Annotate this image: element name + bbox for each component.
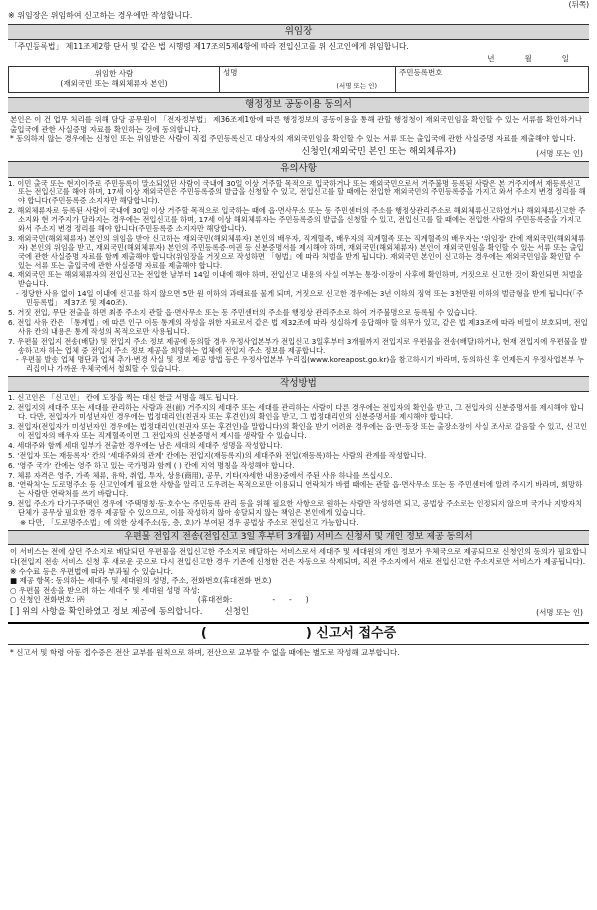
howto-item: 3. 전입자(전입자가 미성년자인 경우에는 법정대리인(친권자 또는 후견인)을 말합니다)의 확인을 받기 어려운 경우에는 읍·면·동장 또는 출장소장이 사실 조사로 갈음할 수 있고, 신고인이 전입자의 배우자 또는 직계혈족이면 그 전입자의 신분증명서 제시를 생략할 수 있습니다. (8, 422, 588, 440)
caution-item: 7. 우편물 전입지 전송(배달) 및 전입지 주소 정보 제공에 동의할 경우 우정사업본부가 전입신고 3일후부터 3개월까지 전입지로 우편물을 전송(배달)하거나, 현재 전입지에 우편물을 발송하고자 하는 업체 중 전입지 주소 정보 제공을 희망하는 업체에 전입지 주소 정보를 제공합니다. (8, 336, 588, 355)
delegator-id-cell[interactable] (396, 67, 588, 92)
cautions-header: 유의사항 (8, 161, 589, 177)
mail-agree-checkbox[interactable]: [ ] 위의 사항을 확인하였고 정보 제공에 동의합니다. (10, 606, 203, 617)
mail-fee: ※ 수수료 등은 우편법에 따라 부과될 수 있습니다. (10, 566, 174, 576)
id-label: 주민등록번호 (399, 67, 443, 77)
caution-subitem: - 우편물 발송 업체 명단과 업체 추가·변경 사실 및 정보 제공 방법 등은 우정사업본부 누리집(www.koreapost.go.kr)을 참고하시기 바라며, 동의하신 후 언제든지 우정사업본부 누리집이나 가까운 우체국에서 철회할 수 있습니다. (16, 355, 585, 374)
mail-phone-row: ○ 신청인 전화번호: ㈜ -- (휴대전화: --) (10, 595, 323, 605)
mail-receive[interactable]: ○ 우편물 전송을 받으려 하는 세대주 및 세대원 성명 작성: (10, 585, 200, 595)
howto-item: 7. 체류 자격은 영주, 가족 체류, 유학, 취업, 투자, 상용(商用), 공무, 기타(자세한 내용)중에서 주된 사유 하나를 쓰십시오. (8, 470, 393, 480)
howto-item: 5. '전입자 또는 재등록자' 칸의 '세대주와의 관계' 칸에는 전입지(재등록지)의 세대주와 전입(재등록)하는 사람의 관계를 작성합니다. (8, 450, 427, 460)
caution-item: 1. 이민 출국 또는 현지이주로 주민등록이 말소되었던 사람이 국내에 30일 이상 거주할 목적으로 입국하거나 또는 재외국민으로서 거주불명 등록된 사람은 본 거주지에서 재등록신고 또는 전입신고를 해야 하며, 17세 이상 재외국민은 주민등록증의 발급을 신청할 수 있고, 전입신고를 할 때에는 전입한 재외국민의 주민등록증을 가지고 와서 주소지 변경 정리를 해야 합니다(주민등록증 소지자만 해당합니다). (8, 178, 586, 206)
mail-text: 이 서비스는 전에 살던 주소지로 배달되던 우편물을 전입신고한 주소지로 배달하는 서비스로서 세대주 및 세대원의 개인 정보가 우체국으로 제공되므로 신청인의 동의가 필요합니다(전입지 전송 서비스 신청 후 새로운 곳으로 다시 전입신고한 경우 기존에 신청한 건은 자동으로 삭제되며, 직전 주소지에서 새로 전입신고한 주소지로만 서비스가 제공됩니다). (10, 547, 587, 566)
receipt-header-title: ) 신고서 접수증 (305, 625, 397, 641)
howto-list (8, 394, 589, 527)
caution-item: 6. 전입 사유 칸은 「통계법」에 따른 인구 이동 통계의 작성을 위한 자료로서 같은 법 제32조에 따라 성실하게 응답해야 할 의무가 있고, 같은 법 제33조에 따라 비밀이 보호되며, 전입 사유 칸의 내용은 통계 작성의 목적으로만 사용됩니다. (8, 317, 588, 336)
cautions-list (8, 180, 589, 375)
mail-agree-row (8, 605, 589, 618)
caution-item: 2. 해외체류자로 등록된 사람이 국내에 30일 이상 거주할 목적으로 입국하는 때에 읍·면사무소 또는 동 주민센터의 주소를 행정상관리주소로 해외체류신고하였거나 해외체류신고한 주소지와 현 거주지가 달라지는 경우에는 전입신고를 하며, 17세 이상 해외체류자는 주민등록증의 발급을 신청할 수 있고, 전입신고를 할 때에는 전입한 사람의 주민등록증을 가지고 와서 주소지 변경 정리를 해야 합니다(주민등록증 소지자만 해당합니다). (8, 206, 586, 234)
delegator-label: 위임한 사람 (94, 68, 134, 78)
admin-info-sign-row (8, 147, 589, 159)
caution-subitem: - 정당한 사유 없이 14일 이내에 신고를 하지 않으면 5만 원 이하의 과태료를 물게 되며, 거짓으로 신고한 경우에는 3년 이하의 징역 또는 3천만원 이하의 벌금형을 받게 됩니다(「주민등록법」 제37조 및 제40조). (16, 289, 584, 308)
delegator-name-cell[interactable] (220, 67, 396, 92)
date-month-label: 월 (524, 54, 532, 64)
admin-info-applicant: 신청인(재외국민 본인 또는 해외체류자) (301, 146, 457, 157)
delegation-header: 위임장 (8, 24, 589, 40)
admin-info-header: 행정정보 공동이용 동의서 (8, 97, 589, 113)
caution-item: 5. 거짓 전입, 무단 전출을 하면 최종 주소지 관할 읍·면사무소 또는 동 주민센터의 주소를 행정상 관리주소로 하여 거주불명으로 등록될 수 있습니다. (8, 308, 478, 318)
delegator-sublabel: (재외국민 또는 해외체류자 본인) (60, 78, 168, 88)
date-year-label: 년 (487, 54, 495, 64)
receipt-note: * 신고서 및 학령 아동 접수증은 전산 교부를 원칙으로 하며, 전산으로 교부할 수 없을 때에는 별도로 작성해 교부합니다. (10, 648, 400, 658)
page-flip-note: (뒤쪽) (568, 0, 589, 9)
delegation-date (8, 54, 589, 64)
admin-info-text: 본인은 이 건 업무 처리를 위해 담당 공무원이 「전자정부법」 제36조제1항에 따른 행정정보의 공동이용을 통해 관할 행정청이 재외국민임을 확인할 수 있는 서류를 확인하거나 출입국에 관한 사실증명 자료를 확인하는 것에 동의합니다. (10, 115, 583, 134)
howto-note: ※ 다만, 「도로명주소법」에 의한 상세주소(동, 층, 호)가 부여된 경우 공법상 주소로 전입신고 가능합니다. (20, 518, 359, 527)
howto-item: 1. 신고인은 「신고인」 칸에 도장을 찍는 대신 한글 서명을 해도 됩니다. (8, 393, 239, 403)
receipt-header (8, 622, 589, 646)
date-day-label: 일 (561, 54, 569, 64)
delegator-sign-label: (서명 또는 인) (336, 81, 377, 90)
mail-sign: (서명 또는 인) (536, 608, 583, 618)
receipt-header-open: ( (200, 625, 207, 641)
mail-mobile-label[interactable]: (휴대전화: (197, 595, 233, 605)
howto-item: 9. 전입 주소가 다가구주택인 경우에 '주택명칭·동·호수'는 주민등록 관리 등을 위해 필요한 사항으로 원하는 사람만 작성하면 되고, 공법상 주소로는 인정되지 않으며 국가나 지방자치단체가 공무상 필요한 경우 제공할 수 있으므로, 이를 작성하지 않아 송달되지 않는 책임은 본인에게 있습니다. (8, 499, 583, 518)
howto-item: 4. 세대주와 함께 세대 일부가 전출한 경우에는 남은 세대의 세대주 성명을 작성합니다. (8, 440, 283, 450)
delegation-text: 「주민등록법」 제11조제2항 단서 및 같은 법 시행령 제17조의5제4항에 따라 전입신고를 위 신고인에게 위임합니다. (10, 42, 409, 52)
howto-header: 작성방법 (8, 376, 589, 392)
name-label: 성명 (223, 67, 238, 77)
caution-item: 4. 재외국민 또는 해외체류자의 전입신고는 전입한 날부터 14일 이내에 해야 하며, 전입신고 내용의 사실 여부는 통장·이장이 사후에 확인하며, 거짓으로 신고한 것이 확인되면 처벌을 받습니다. (8, 270, 583, 289)
caution-item: 3. 재외국민(해외체류자) 본인의 위임을 받아 신고하는 재외국민(해외체류자) 본인의 배우자, 직계혈족, 배우자의 직계혈족 또는 직계혈족의 배우자는 '위임장' 칸에 재외국민(해외체류자) 본인의 위임을 받고, 재외국민(해외체류자) 본인의 주민등록증·여권 등 신분증명서를 제시해야 하며, 재외국민(해외체류자) 본인이 재외국민임을 확인할 수 있는 서류 또는 출입국에 관한 사실증명 자료를 함께 제출해야 합니다(위임장을 거짓으로 작성하면 「형법」에 따라 처벌을 받게 됩니다). 재외국민 본인이 신고하는 경우에는 재외국민임을 확인할 수 있는 서류 또는 출입국에 관한 사실증명 자료를 제출해야 합니다. (8, 233, 585, 270)
mail-header: 우편물 전입지 전송(전입신고 3일 후부터 3개월) 서비스 신청서 및 개인 정보 제공 동의서 (8, 530, 589, 546)
mail-applicant: 신청인 (224, 606, 250, 617)
delegation-top-note: ※ 위임장은 위임하여 신고하는 경우에만 작성합니다. (8, 11, 193, 20)
howto-item: 6. '영주 국가' 칸에는 영주 하고 있는 국가명과 함께 ( ) 칸에 지역 명칭을 작성해야 합니다. (8, 460, 295, 470)
delegator-label-cell (9, 67, 220, 92)
mail-provided: ■ 제공 항목: 동의하는 세대주 및 세대원의 성명, 주소, 전화번호(휴대전화 번호) (10, 576, 272, 586)
mail-phone-label[interactable]: ○ 신청인 전화번호: ㈜ (10, 595, 85, 605)
admin-info-sign: (서명 또는 인) (536, 148, 583, 158)
admin-info-note: * 동의하지 않는 경우에는 신청인 또는 위임받은 사람이 직접 주민등록신고 대상자의 재외국민임을 확인할 수 있는 서류 또는 출입국에 관한 사실증명 자료를 제출해야 합니다. (10, 134, 576, 144)
delegator-table (8, 66, 589, 93)
howto-item: 2. 전입지의 세대주 또는 세대를 관리하는 사람과 전(前) 거주지의 세대주 또는 세대를 관리하는 사람이 다른 경우에는 전입자의 확인을 받고, 그 전입자의 신분증명서를 제시해야 합니다. 다만, 전입자가 미성년자인 경우에는 법정대리인(친권자 또는 후견인)의 확인을 받고, 그 법정대리인의 신분증명서를 제시해야 합니다. (8, 403, 585, 422)
howto-item: 8. '연락처'는 도로명주소 등 신고인에게 필요한 사항을 알리고 도우려는 목적으로만 이용되니 연락처가 바뀔 때에는 관할 읍·면사무소 또는 동 주민센터에 알려 주시기 바라며, 희망하는 사람만 연락처를 쓰기 바랍니다. (8, 480, 583, 499)
form-page (8, 0, 589, 658)
